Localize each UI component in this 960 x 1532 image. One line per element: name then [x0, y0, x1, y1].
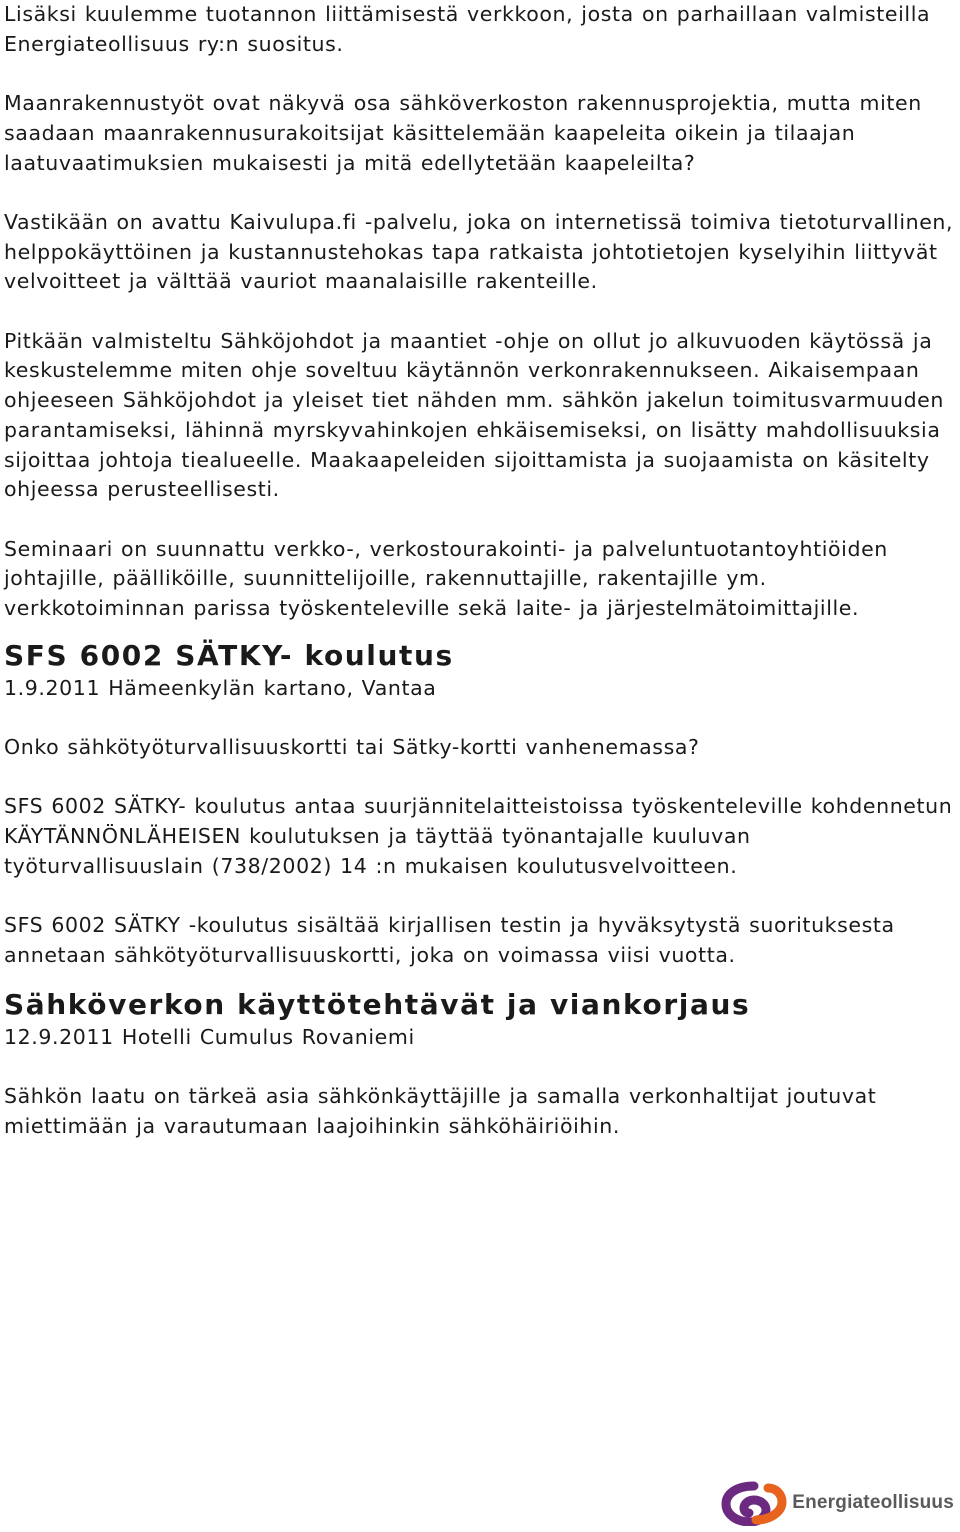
- paragraph-road-guideline: Pitkään valmisteltu Sähköjohdot ja maantiet -ohje on ollut jo alkuvuoden käytössä ja keskustelemme miten ohje soveltuu käytännön verkonrakennukseen. Aikaisempaan ohjeeseen Sähköjohdot ja yleiset tiet nähden mm. sähkön jakelun toimitusvarmuuden parantamiseksi, lähinnä myrskyvahinkojen ehkäisemiseksi, on lisätty mahdollisuuksia sijoittaa johtoja tiealueelle. Maakaapeleiden sijoittamista ja suojaamista on käsitelty ohjeessa perusteellisesti.: [4, 328, 944, 502]
- energiateollisuus-logo-mark-icon: [720, 1480, 788, 1526]
- paragraph-earthworks: Maanrakennustyöt ovat näkyvä osa sähköverkoston rakennusprojektia, mutta miten saadaan maanrakennusurakoitsijat käsittelemään kaapeleita oikein ja tilaajan laatuvaatimuksien mukaisesti ja mitä edellytetään kaapeleilta?: [4, 91, 922, 175]
- paragraph-satky-description: SFS 6002 SÄTKY- koulutus antaa suurjännitelaitteistoissa työskenteleville kohdennetun KÄYTÄNNÖNLÄHEISEN koulutuksen ja täyttää työnantajalle kuuluvan työturvallisuuslain (738/2002) 14 :n mukaisen koulutusvelvoitteen.: [4, 794, 953, 878]
- section-date-place-satky: 1.9.2011 Hämeenkylän kartano, Vantaa: [4, 675, 437, 700]
- section-title-satky: SFS 6002 SÄTKY- koulutus: [4, 638, 454, 672]
- document-page: [4, 0, 956, 1141]
- energiateollisuus-logo: [720, 1478, 954, 1528]
- section-date-place-kaytto: 12.9.2011 Hotelli Cumulus Rovaniemi: [4, 1024, 415, 1049]
- paragraph-target-audience: Seminaari on suunnattu verkko-, verkostourakointi- ja palveluntuotantoyhtiöiden johtajille, päälliköille, suunnittelijoille, rakennuttajille, rakentajille ym. verkkotoiminnan parissa työskenteleville sekä laite- ja järjestelmätoimittajille.: [4, 536, 888, 620]
- paragraph-satky-test: SFS 6002 SÄTKY -koulutus sisältää kirjallisen testin ja hyväksytystä suorituksesta annetaan sähkötyöturvallisuuskortti, joka on voimassa viisi vuotta.: [4, 913, 895, 967]
- paragraph-production-connection: Lisäksi kuulemme tuotannon liittämisestä verkkoon, josta on parhaillaan valmisteilla Energiateollisuus ry:n suositus.: [4, 2, 931, 56]
- logo-wordmark: Energiateollisuus: [792, 1492, 954, 1513]
- section-title-kaytto: Sähköverkon käyttötehtävät ja viankorjaus: [4, 987, 751, 1021]
- paragraph-kaivulupa: Vastikään on avattu Kaivulupa.fi -palvelu, joka on internetissä toimiva tietoturvallinen, helppokäyttöinen ja kustannustehokas tapa ratkaista johtotietojen kyselyihin liittyvät velvoitteet ja välttää vauriot maanalaisille rakenteille.: [4, 209, 954, 294]
- paragraph-kaytto-description: Sähkön laatu on tärkeä asia sähkönkäyttäjille ja samalla verkonhaltijat joutuvat miettimään ja varautumaan laajoihinkin sähköhäiriöihin.: [4, 1084, 877, 1138]
- paragraph-satky-question: Onko sähkötyöturvallisuuskortti tai Sätky-kortti vanhenemassa?: [4, 735, 700, 760]
